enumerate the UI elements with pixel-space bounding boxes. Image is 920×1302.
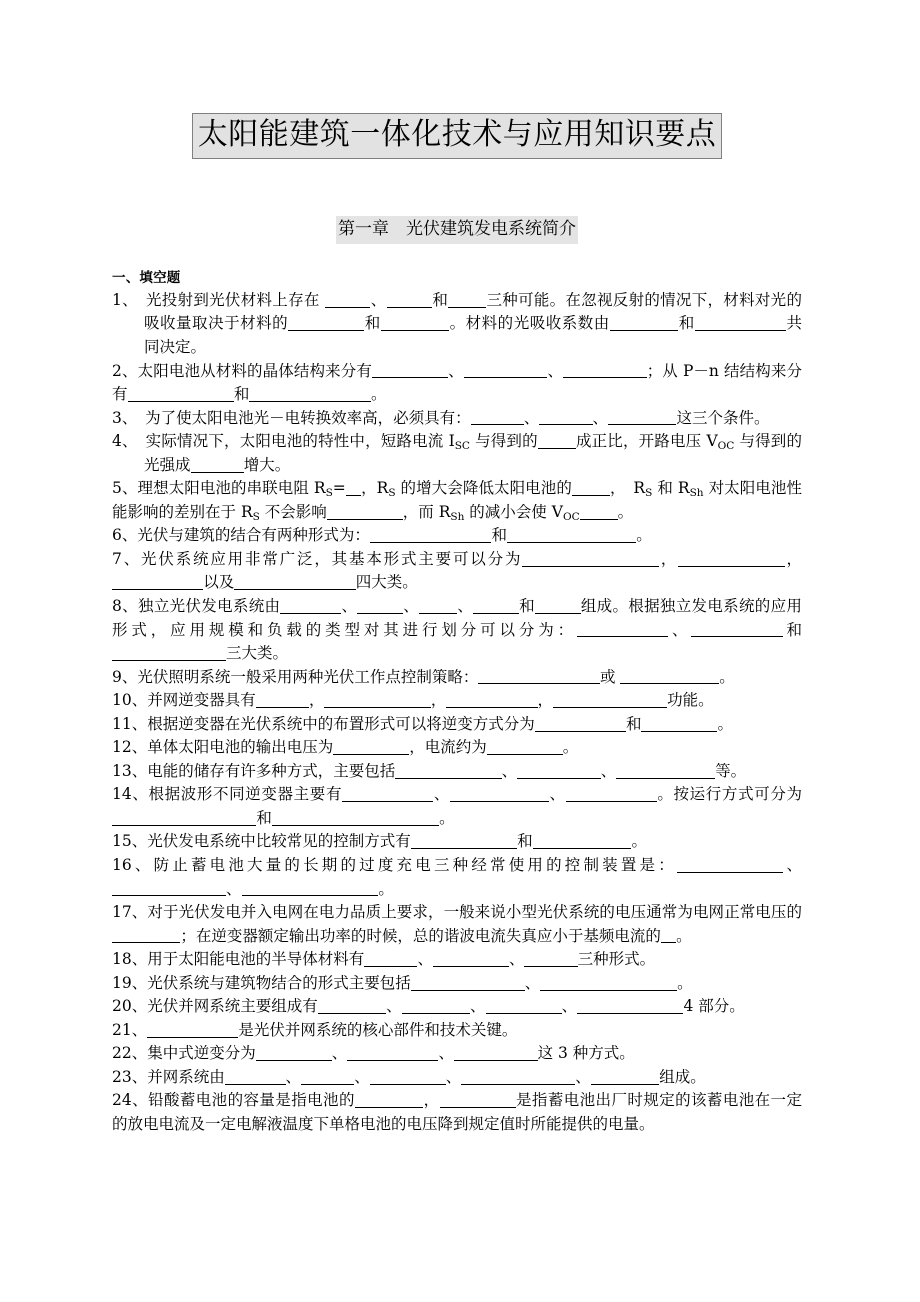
question-number: 22、 <box>112 1044 148 1063</box>
answer-blank <box>433 951 509 967</box>
answer-blank <box>454 1045 538 1061</box>
answer-blank <box>355 1093 423 1109</box>
answer-blank <box>357 598 403 614</box>
question-item <box>112 901 802 948</box>
answer-blank <box>678 551 784 567</box>
question-number: 6、 <box>112 526 138 545</box>
question-text: 集中式逆变分为 、 、 这 3 种方式。 <box>147 1044 635 1063</box>
question-number: 10、 <box>112 691 148 710</box>
question-item <box>112 783 802 830</box>
question-number: 9、 <box>112 667 138 686</box>
symbol: $V_{OC}$ <box>551 502 580 523</box>
answer-blank <box>535 716 626 732</box>
answer-blank <box>661 928 676 944</box>
answer-blank <box>342 786 433 802</box>
question-number: 18、 <box>112 950 148 969</box>
answer-blank <box>580 504 618 520</box>
answer-blank <box>370 1069 446 1085</box>
symbol: $R_S$ <box>240 502 260 523</box>
question-number: 5、 <box>112 479 138 498</box>
chapter-heading-container <box>112 216 802 244</box>
answer-blank <box>591 1069 659 1085</box>
question-item <box>112 524 802 548</box>
question-item <box>112 1019 802 1043</box>
question-number: 16、 <box>112 856 154 875</box>
question-item <box>112 972 802 996</box>
answer-blank <box>112 810 256 826</box>
question-item <box>112 1066 802 1090</box>
answer-blank <box>461 1069 575 1085</box>
answer-blank <box>288 316 364 332</box>
answer-blank <box>691 622 782 638</box>
answer-blank <box>535 598 581 614</box>
answer-blank <box>256 1045 332 1061</box>
answer-blank <box>280 598 341 614</box>
question-text: 光伏发电系统中比较常见的控制方式有 和 。 <box>147 832 647 851</box>
answer-blank <box>522 551 659 567</box>
question-number: 15、 <box>112 832 148 851</box>
answer-blank <box>486 998 562 1014</box>
answer-blank <box>524 951 577 967</box>
question-text: 用于太阳能电池的半导体材料有 、 、 三种形式。 <box>147 950 656 969</box>
question-text: 实际情况下，太阳电池的特性中，短路电流 $I_{SC}$ 与得到的 成正比，开路电压 $V_{OC}$ 与得到的光强成 增大。 <box>144 432 802 474</box>
answer-blank <box>372 363 448 379</box>
answer-blank <box>448 292 486 308</box>
question-number: 17、 <box>112 903 148 922</box>
question-item <box>112 854 802 901</box>
answer-blank <box>419 598 457 614</box>
answer-blank <box>387 292 433 308</box>
question-item <box>112 289 802 360</box>
symbol: $R_S$ <box>633 479 653 500</box>
answer-blank <box>381 316 449 332</box>
chapter-heading: 第一章 光伏建筑发电系统简介 <box>336 216 578 244</box>
question-text: 光伏并网系统主要组成有 、 、 、 4 部分。 <box>147 997 745 1016</box>
answer-blank <box>464 363 548 379</box>
symbol: $R_S$ <box>313 479 333 500</box>
question-item <box>112 407 802 431</box>
question-number: 13、 <box>112 761 148 780</box>
answer-blank <box>112 928 180 944</box>
symbol: $R_{Sh}$ <box>438 502 465 523</box>
answer-blank <box>112 881 226 897</box>
answer-blank <box>147 1022 238 1038</box>
question-item <box>112 1089 802 1136</box>
question-item <box>112 830 802 854</box>
answer-blank <box>225 1069 286 1085</box>
question-number: 1、 <box>112 290 131 309</box>
question-item <box>112 548 802 595</box>
question-text: 并网系统由 、 、 、 、 组成。 <box>147 1067 706 1086</box>
question-text: 独立光伏发电系统由 、 、 、 和 组成。根据独立发电系统的应用形式，应用规模和负载的类型对其进行划分可以分为： 、 和三大类。 <box>112 597 802 663</box>
answer-blank <box>234 575 356 591</box>
answer-blank <box>471 410 524 426</box>
symbol: $V_{OC}$ <box>706 432 735 453</box>
question-item <box>112 595 802 666</box>
question-text: 太阳电池从材料的晶体结构来分有 、 、 ；从 P－n 结结构来分有 和 。 <box>112 361 802 404</box>
answer-blank <box>402 998 470 1014</box>
answer-blank <box>577 998 683 1014</box>
question-item <box>112 1042 802 1066</box>
answer-blank <box>577 622 668 638</box>
question-list <box>112 289 802 1137</box>
question-text: 光伏照明系统一般采用两种光伏工作点控制策略： 或 。 <box>137 667 735 686</box>
answer-blank <box>411 975 525 991</box>
question-text: 电能的储存有许多种方式，主要包括 、 、 等。 <box>147 761 747 780</box>
question-number: 19、 <box>112 973 148 992</box>
question-text: 光投射到光伏材料上存在 、 和 三种可能。在忽视反射的情况下，材料对光的吸收量取决于材料的 和 。材料的光吸收系数由 和 共同决定。 <box>144 290 802 356</box>
question-item <box>112 760 802 784</box>
answer-blank <box>566 786 657 802</box>
document-title-container <box>112 113 802 159</box>
question-item <box>112 713 802 737</box>
answer-blank <box>517 763 601 779</box>
question-text: 光伏系统应用非常广泛，其基本形式主要可以分为 ， ，以及 四大类。 <box>112 550 802 592</box>
question-text: 根据逆变器在光伏系统中的布置形式可以将逆变方式分为 和 。 <box>147 714 733 733</box>
question-number: 20、 <box>112 997 148 1016</box>
answer-blank <box>695 316 786 332</box>
answer-blank <box>411 834 517 850</box>
question-item <box>112 689 802 713</box>
answer-blank <box>563 363 647 379</box>
question-text: 理想太阳电池的串联电阻 $R_S=$ ，$R_S$ 的增大会降低太阳电池的 ， $R_S$ 和 $R_{Sh}$ 对太阳电池性能影响的差别在于 $R_S$ 不会影响 ，而 $R_{Sh}$ 的减小会使 $V_{OC}$ 。 <box>112 479 802 523</box>
question-number: 2、 <box>112 361 138 380</box>
question-item <box>112 995 802 1019</box>
question-item <box>112 360 802 407</box>
question-text: 根据波形不同逆变器主要有 、 、 。按运行方式可分为和 。 <box>112 785 802 827</box>
question-text: 光伏与建筑的结合有两种形式为： 和 。 <box>137 526 652 545</box>
answer-blank <box>450 786 549 802</box>
symbol: $R_{Sh}$ <box>677 479 704 500</box>
answer-blank <box>572 480 610 496</box>
question-number: 12、 <box>112 738 148 757</box>
question-number: 14、 <box>112 785 149 804</box>
answer-blank <box>318 998 386 1014</box>
answer-blank <box>533 834 632 850</box>
question-text: 是光伏并网系统的核心部件和技术关键。 <box>147 1021 517 1039</box>
answer-blank <box>112 575 203 591</box>
question-text: 为了使太阳电池光－电转换效率高，必须具有： 、 、 这三个条件。 <box>145 408 770 427</box>
question-item <box>112 477 802 524</box>
answer-blank <box>620 669 719 685</box>
question-item <box>112 666 802 690</box>
answer-blank <box>553 692 667 708</box>
answer-blank <box>347 1045 438 1061</box>
page-title: 太阳能建筑一体化技术与应用知识要点 <box>192 113 723 159</box>
answer-blank <box>395 763 501 779</box>
symbol: $R_S$ <box>376 479 396 500</box>
question-item <box>112 948 802 972</box>
answer-blank <box>616 763 715 779</box>
answer-blank <box>608 410 676 426</box>
answer-blank <box>256 692 309 708</box>
answer-blank <box>364 951 417 967</box>
answer-blank <box>538 433 576 449</box>
answer-blank <box>677 857 783 873</box>
answer-blank <box>440 1093 516 1109</box>
answer-blank <box>540 975 677 991</box>
answer-blank <box>333 739 409 755</box>
answer-blank <box>346 480 361 496</box>
section-heading-fill-in-blank: 一、填空题 <box>112 269 181 286</box>
answer-blank <box>324 692 430 708</box>
question-number: 11、 <box>112 714 148 733</box>
answer-blank <box>610 316 678 332</box>
document-body <box>112 0 802 1137</box>
answer-blank <box>487 739 563 755</box>
question-text: 单体太阳电池的输出电压为 ，电流约为 。 <box>147 738 579 757</box>
question-number: 3、 <box>112 408 130 427</box>
question-item <box>112 736 802 760</box>
answer-blank <box>473 598 519 614</box>
question-text: 并网逆变器具有 ， ， ， 功能。 <box>147 691 714 710</box>
answer-blank <box>446 692 537 708</box>
question-item <box>112 430 802 477</box>
answer-blank <box>539 410 592 426</box>
question-number: 7、 <box>112 549 142 568</box>
answer-blank <box>272 810 439 826</box>
answer-blank <box>507 527 636 543</box>
question-text: 铅酸蓄电池的容量是指电池的 ， 是指蓄电池出厂时规定的该蓄电池在一定的放电电流及一定电解液温度下单格电池的电压降到规定值时所能提供的电量。 <box>112 1091 802 1134</box>
answer-blank <box>327 504 403 520</box>
answer-blank <box>478 669 600 685</box>
answer-blank <box>325 292 371 308</box>
answer-blank <box>242 881 379 897</box>
symbol: $I_{SC}$ <box>448 432 470 453</box>
answer-blank <box>128 386 234 402</box>
question-text: 光伏系统与建筑物结合的形式主要包括 、 。 <box>147 973 693 992</box>
question-number: 4、 <box>112 432 130 451</box>
question-number: 24、 <box>112 1091 149 1110</box>
question-number: 23、 <box>112 1067 148 1086</box>
answer-blank <box>112 645 226 661</box>
question-number: 8、 <box>112 597 138 615</box>
question-number: 21、 <box>112 1020 148 1039</box>
answer-blank <box>641 716 717 732</box>
answer-blank <box>301 1069 354 1085</box>
question-text: 对于光伏发电并入电网在电力品质上要求，一般来说小型光伏系统的电压通常为电网正常电压的；在逆变器额定输出功率的时候，总的谐波电流失真应小于基频电流的 。 <box>112 903 802 945</box>
answer-blank <box>191 457 244 473</box>
answer-blank <box>249 386 371 402</box>
answer-blank <box>370 527 492 543</box>
question-text: 防止蓄电池大量的长期的过度充电三种经常使用的控制装置是： 、、 。 <box>112 856 802 898</box>
